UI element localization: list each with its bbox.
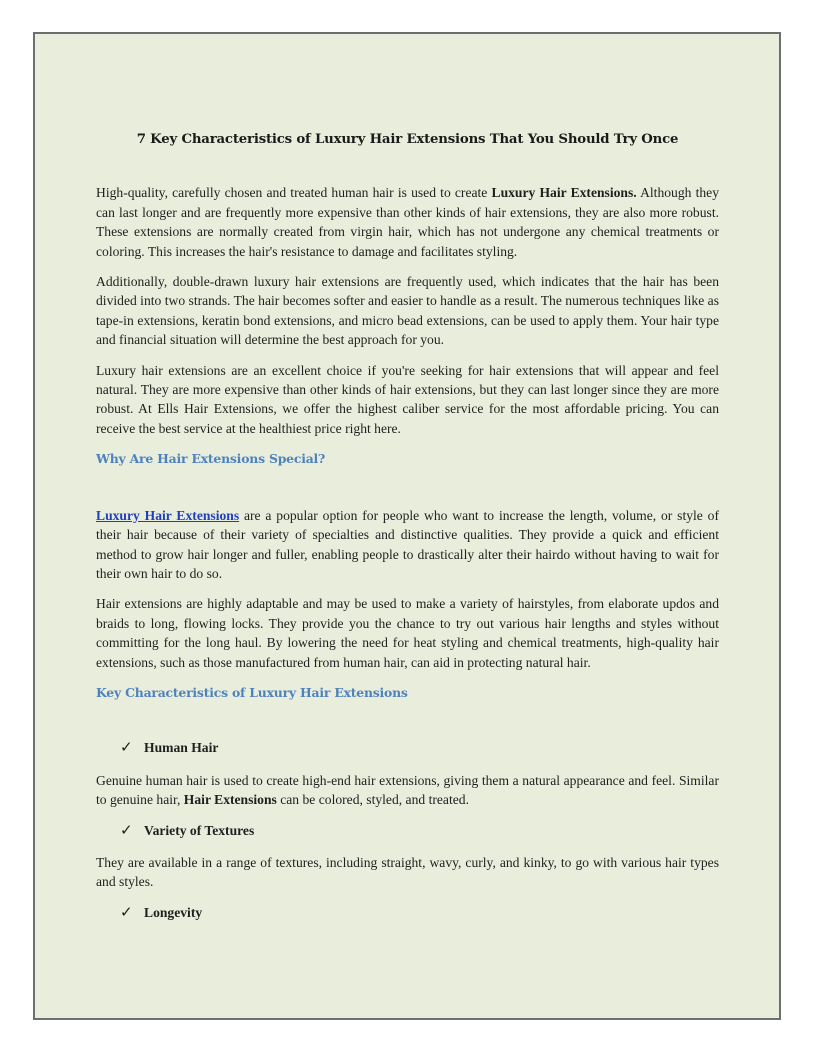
intro-paragraph-1 xyxy=(96,183,719,261)
intro-text-continued: Although they can last longer and are frequently more expensive than other kinds of hair extensions, they are also more robust. These extensions are normally created from virgin hair, which has not undergone any chemical treatments or coloring. This increases the hair's resistance to damage and facilitates styling. xyxy=(96,185,719,259)
section-heading-why: Why Are Hair Extensions Special? xyxy=(96,451,326,467)
section1-paragraph-2: Hair extensions are highly adaptable and may be used to make a variety of hairstyles, from elaborate updos and braids to long, flowing locks. They provide you the chance to try out various hair lengths and styles without committing for the long haul. By lowering the need for heat styling and chemical treatments, high-quality hair extensions, such as those manufactured from human hair, can aid in protecting natural hair. xyxy=(96,596,719,670)
bold-keyword: Luxury Hair Extensions. xyxy=(491,185,637,201)
textures-paragraph: They are available in a range of textures, including straight, wavy, curly, and kinky, to go with various hair types and styles. xyxy=(96,854,719,890)
list-item-human-hair xyxy=(120,738,719,757)
section1-text: are a popular option for people who want to increase the length, volume, or style of their hair because of their variety of specialties and distinctive qualities. They provide a quick and efficient method to grow hair longer and fuller, enabling people to drastically alter their hairdo without having to wait for their own hair to do so. xyxy=(96,507,720,581)
list-item-label: Human Hair xyxy=(144,740,219,756)
section-heading-key-characteristics: Key Characteristics of Luxury Hair Extensions xyxy=(96,684,408,700)
list-item-label: Variety of Textures xyxy=(144,822,255,838)
intro-paragraph-3: Luxury hair extensions are an excellent choice if you're seeking for hair extensions that will appear and feel natural. They are more expensive than other kinds of hair extensions, but they can last longer since they are more robust. At Ells Hair Extensions, we offer the highest caliber service for the most affordable pricing. You can receive the best service at the healthiest price right here. xyxy=(96,362,719,436)
intro-paragraph-2: Additionally, double-drawn luxury hair extensions are frequently used, which indicates that the hair has been divided into two strands. The hair becomes softer and easier to handle as a result. The numerous techniques like as tape-in extensions, keratin bond extensions, and micro bead extensions, can be used to apply them. Your hair type and financial situation will determine the best approach for you. xyxy=(96,274,719,348)
human-hair-paragraph xyxy=(96,771,719,810)
section1-paragraph-1 xyxy=(96,506,719,584)
list-item-variety-of-textures xyxy=(120,821,719,840)
human-hair-text-continued: can be colored, styled, and treated. xyxy=(276,792,469,808)
human-hair-text: Genuine human hair is used to create high-end hair extensions, giving them a natural appearance and feel. Similar to genuine hair, xyxy=(96,772,719,808)
list-item-longevity xyxy=(120,903,719,922)
checkmark-icon: ✓ xyxy=(120,820,133,839)
intro-text: High-quality, carefully chosen and treated human hair is used to create xyxy=(96,185,492,201)
checkmark-icon: ✓ xyxy=(120,902,133,921)
list-item-label: Longevity xyxy=(144,904,203,920)
document-title: 7 Key Characteristics of Luxury Hair Extensions That You Should Try Once xyxy=(136,132,679,147)
document-body xyxy=(96,130,719,935)
bold-keyword: Hair Extensions xyxy=(183,792,277,808)
luxury-hair-extensions-link[interactable]: Luxury Hair Extensions xyxy=(96,507,240,523)
checkmark-icon: ✓ xyxy=(120,738,133,757)
